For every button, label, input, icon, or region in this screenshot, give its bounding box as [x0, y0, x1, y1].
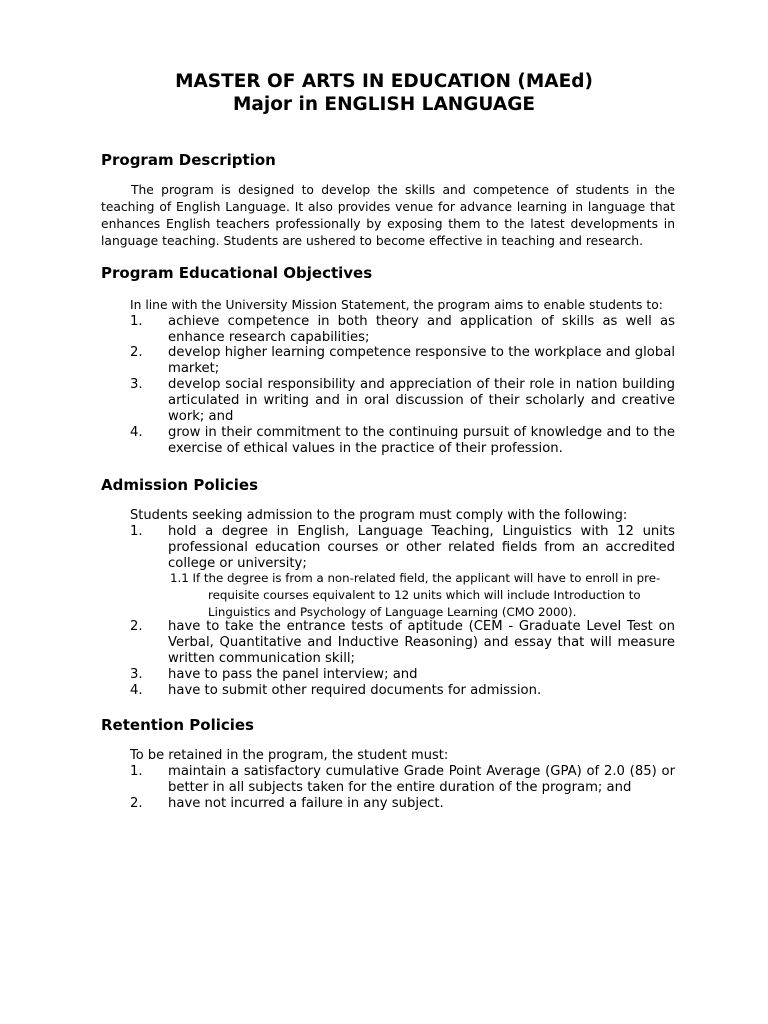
- objective-number: 1.: [130, 314, 143, 329]
- program-description-heading: Program Description: [101, 151, 276, 169]
- objective-text: grow in their commitment to the continuing pursuit of knowledge and to the exercise of ethical values in the practice of their profession.: [168, 425, 675, 456]
- objective-number: 4.: [130, 425, 143, 440]
- retention-item: [130, 796, 675, 812]
- admission-subitem: [170, 570, 675, 621]
- objective-text: achieve competence in both theory and application of skills as well as enhance research capabilities;: [168, 314, 675, 345]
- objective-number: 2.: [130, 345, 143, 360]
- objective-item: [130, 377, 675, 425]
- objective-item: [130, 314, 675, 346]
- retention-text: have not incurred a failure in any subject.: [168, 796, 444, 811]
- admission-number: 2.: [130, 619, 143, 634]
- admission-subitem-continuation: requisite courses equivalent to 12 units which will include Introduction to Linguistics and Psychology of Language Learning (CMO 2000).: [208, 588, 641, 619]
- document-title: MASTER OF ARTS IN EDUCATION (MAEd): [175, 71, 593, 92]
- objective-number: 3.: [130, 377, 143, 392]
- admission-text: have to submit other required documents for admission.: [168, 683, 542, 698]
- admission-subitem-lead: 1.1 If the degree is from a non-related field, the applicant will have to enroll in pre-: [170, 571, 661, 585]
- retention-number: 1.: [130, 764, 143, 779]
- retention-intro: To be retained in the program, the student must:: [130, 748, 449, 763]
- objectives-heading: Program Educational Objectives: [101, 264, 373, 282]
- admission-text: have to take the entrance tests of aptitude (CEM - Graduate Level Test on Verbal, Quantitative and Inductive Reasoning) and essay that will measure written communication skill;: [168, 619, 675, 666]
- retention-number: 2.: [130, 796, 143, 811]
- retention-text: maintain a satisfactory cumulative Grade Point Average (GPA) of 2.0 (85) or better in all subjects taken for the entire duration of the program; and: [168, 764, 675, 795]
- admission-item: [130, 524, 675, 572]
- admission-item: [130, 619, 675, 667]
- objective-item: [130, 425, 675, 457]
- admission-number: 1.: [130, 524, 143, 539]
- admission-text: hold a degree in English, Language Teaching, Linguistics with 12 units professional education courses or other related fields from an accredited college or university;: [168, 524, 675, 571]
- retention-heading: Retention Policies: [101, 716, 254, 734]
- admission-item: [130, 667, 675, 683]
- objective-item: [130, 345, 675, 377]
- document-subtitle: Major in ENGLISH LANGUAGE: [232, 94, 536, 115]
- objective-text: develop higher learning competence responsive to the workplace and global market;: [168, 345, 675, 376]
- objective-text: develop social responsibility and appreciation of their role in nation building articulated in writing and in oral discussion of their scholarly and creative work; and: [168, 377, 675, 424]
- admission-text: have to pass the panel interview; and: [168, 667, 418, 682]
- objectives-intro: In line with the University Mission Statement, the program aims to enable students to:: [130, 298, 663, 312]
- program-description-paragraph: [101, 182, 675, 250]
- admission-item: [130, 683, 675, 699]
- retention-item: [130, 764, 675, 796]
- admission-heading: Admission Policies: [101, 476, 259, 494]
- admission-intro: Students seeking admission to the program must comply with the following:: [130, 508, 628, 523]
- program-description-text: The program is designed to develop the skills and competence of students in the teaching of English Language. It also provides venue for advance learning in language that enhances English teachers professionally by exposing them to the latest developments in language teaching. Students are ushered to become effective in teaching and research.: [101, 183, 675, 248]
- admission-number: 4.: [130, 683, 143, 698]
- admission-number: 3.: [130, 667, 143, 682]
